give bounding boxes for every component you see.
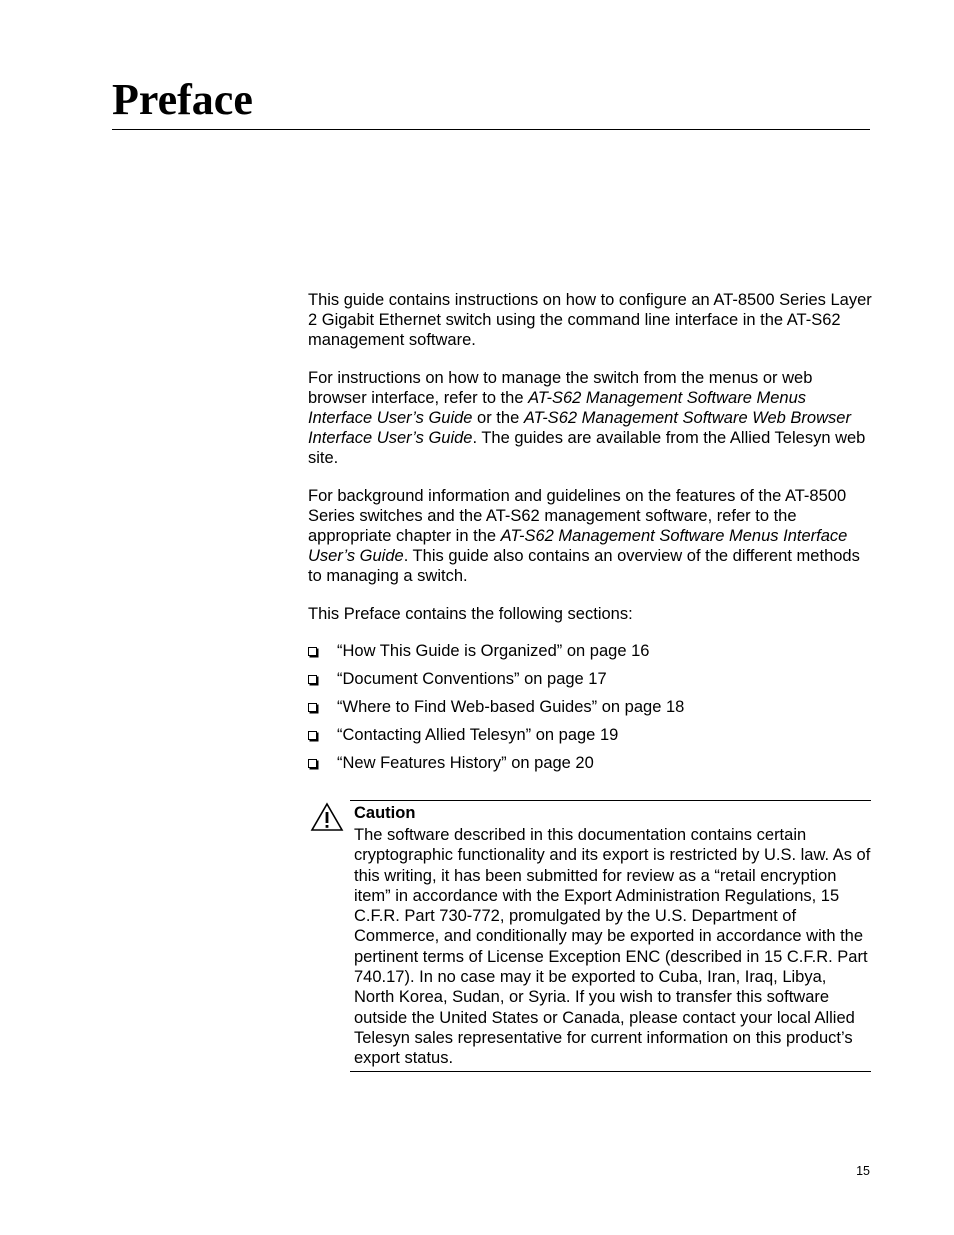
title-divider — [112, 129, 870, 130]
paragraph-text: . The guides are available from the Allied Telesyn web site. — [308, 429, 866, 468]
section-link-text[interactable]: “Contacting Allied Telesyn” on page 19 — [337, 725, 619, 744]
paragraph-text: For instructions on how to manage the switch from the menus or web browser interface, refer to the — [308, 368, 813, 407]
checkbox-bullet-icon — [308, 703, 317, 712]
guide-title-reference: AT-S62 Management Software Menus Interface User’s Guide — [308, 527, 848, 566]
list-item[interactable] — [308, 697, 873, 725]
checkbox-bullet-icon — [308, 731, 317, 740]
caution-text: The software described in this documentation contains certain cryptographic functionality and its export is restricted by U.S. law. As of this writing, it has been submitted for review as a “retail encryption item” in accordance with the Export Administration Regulations, 15 C.F.R. Part 730-772, promulgated by the U.S. Department of Commerce, and conditionally may be exported in accordance with the pertinent terms of License Exception ENC (described in 15 C.F.R. Part 740.17). In no case may it be exported to Cuba, Iran, Iraq, Libya, North Korea, Sudan, or Syria. If you wish to transfer this software outside the United States or Canada, please contact your local Allied Telesyn sales representative for current information on this product’s export status. — [354, 826, 871, 1068]
body-paragraph — [308, 290, 873, 351]
paragraph-text: This Preface contains the following sections: — [308, 604, 633, 623]
caution-top-rule — [350, 800, 871, 801]
checkbox-bullet-icon — [308, 759, 317, 768]
list-item[interactable] — [308, 753, 873, 781]
caution-title: Caution — [354, 804, 416, 822]
paragraph-text: or the — [472, 409, 524, 428]
page-number: 15 — [856, 1164, 870, 1178]
preface-body — [308, 290, 873, 781]
checkbox-bullet-icon — [308, 675, 317, 684]
paragraph-text: . This guide also contains an overview of the different methods to managing a switch. — [308, 547, 860, 586]
section-link-text[interactable]: “New Features History” on page 20 — [337, 753, 594, 772]
intro-paragraphs — [308, 290, 873, 624]
caution-bottom-rule — [350, 1071, 871, 1072]
list-item[interactable] — [308, 725, 873, 753]
guide-title-reference: AT-S62 Management Software Web Browser Interface User’s Guide — [308, 409, 851, 448]
body-paragraph — [308, 486, 873, 587]
list-item[interactable] — [308, 669, 873, 697]
paragraph-text: For background information and guidelines on the features of the AT-8500 Series switches and the AT-S62 management software, refer to the appropriate chapter in the — [308, 486, 847, 546]
section-link-text[interactable]: “How This Guide is Organized” on page 16 — [337, 641, 650, 660]
list-item[interactable] — [308, 641, 873, 669]
paragraph-text: This guide contains instructions on how to configure an AT-8500 Series Layer 2 Gigabit Ethernet switch using the command line interface in the AT-S62 management software. — [308, 291, 872, 350]
body-paragraph — [308, 368, 873, 469]
section-link-text[interactable]: “Where to Find Web-based Guides” on page 18 — [337, 697, 685, 716]
warning-triangle-icon — [310, 802, 344, 832]
section-link-text[interactable]: “Document Conventions” on page 17 — [337, 669, 607, 688]
body-paragraph — [308, 604, 873, 624]
guide-title-reference: AT-S62 Management Software Menus Interface User’s Guide — [308, 388, 807, 428]
section-list — [308, 641, 873, 781]
page-title: Preface — [112, 75, 253, 124]
checkbox-bullet-icon — [308, 647, 317, 656]
